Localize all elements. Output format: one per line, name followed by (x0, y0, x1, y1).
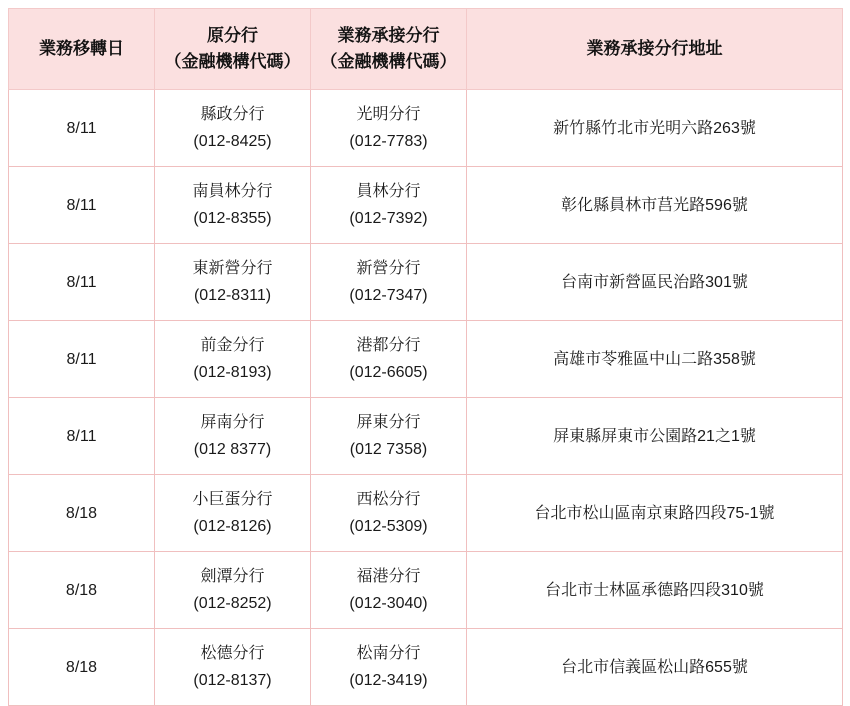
receiving-branch-code: (012-7392) (349, 210, 428, 227)
receiving-branch-code: (012-6605) (349, 364, 428, 381)
cell-receiving-branch (311, 321, 467, 398)
cell-receiving-branch (311, 552, 467, 629)
original-branch-name: 松德分行 (200, 645, 265, 662)
original-branch-name: 南員林分行 (192, 183, 273, 200)
column-header-original-branch-line1: 原分行 (207, 26, 258, 45)
cell-original-branch (155, 629, 311, 706)
original-branch-name: 劍潭分行 (200, 568, 265, 585)
table-row (9, 167, 843, 244)
original-branch-name: 縣政分行 (200, 106, 265, 123)
cell-original-branch (155, 244, 311, 321)
table-body (9, 90, 843, 706)
cell-transfer-date: 8/11 (9, 321, 155, 398)
receiving-branch-code: (012-7783) (349, 133, 428, 150)
original-branch-code: (012 8377) (193, 441, 272, 458)
cell-transfer-date: 8/18 (9, 475, 155, 552)
column-header-transfer-date (9, 9, 155, 90)
table-header (9, 9, 843, 90)
cell-original-branch (155, 475, 311, 552)
cell-original-branch (155, 167, 311, 244)
table-row (9, 629, 843, 706)
column-header-original-branch-line2: （金融機構代碼） (164, 52, 301, 71)
receiving-branch-name: 西松分行 (356, 491, 421, 508)
receiving-branch-name: 屏東分行 (356, 414, 421, 431)
cell-receiving-branch (311, 398, 467, 475)
receiving-branch-name: 新營分行 (356, 260, 421, 277)
cell-original-branch (155, 398, 311, 475)
receiving-branch-code: (012-3040) (349, 595, 428, 612)
cell-receiving-branch (311, 629, 467, 706)
receiving-branch-code: (012-3419) (349, 672, 428, 689)
receiving-branch-name: 福港分行 (356, 568, 421, 585)
table-header-row (9, 9, 843, 90)
cell-original-branch (155, 552, 311, 629)
original-branch-code: (012-8137) (193, 672, 272, 689)
cell-original-branch (155, 321, 311, 398)
cell-receiving-branch-address: 台北市士林區承德路四段310號 (467, 552, 843, 629)
cell-transfer-date: 8/18 (9, 552, 155, 629)
cell-receiving-branch-address: 台北市松山區南京東路四段75-1號 (467, 475, 843, 552)
cell-receiving-branch-address: 高雄市苓雅區中山二路358號 (467, 321, 843, 398)
cell-receiving-branch (311, 244, 467, 321)
column-header-receiving-branch-address (467, 9, 843, 90)
receiving-branch-name: 港都分行 (356, 337, 421, 354)
cell-receiving-branch (311, 167, 467, 244)
cell-receiving-branch-address: 台北市信義區松山路655號 (467, 629, 843, 706)
cell-transfer-date: 8/11 (9, 244, 155, 321)
cell-transfer-date: 8/11 (9, 167, 155, 244)
receiving-branch-name: 松南分行 (356, 645, 421, 662)
cell-transfer-date: 8/11 (9, 90, 155, 167)
receiving-branch-code: (012-5309) (349, 518, 428, 535)
receiving-branch-name: 員林分行 (356, 183, 421, 200)
cell-receiving-branch (311, 475, 467, 552)
cell-transfer-date: 8/11 (9, 398, 155, 475)
cell-receiving-branch (311, 90, 467, 167)
original-branch-code: (012-8355) (193, 210, 272, 227)
cell-receiving-branch-address: 台南市新營區民治路301號 (467, 244, 843, 321)
table-row (9, 552, 843, 629)
column-header-receiving-branch (311, 9, 467, 90)
table-row (9, 321, 843, 398)
cell-original-branch (155, 90, 311, 167)
cell-transfer-date: 8/18 (9, 629, 155, 706)
original-branch-name: 小巨蛋分行 (192, 491, 273, 508)
column-header-receiving-branch-line2: （金融機構代碼） (320, 52, 457, 71)
original-branch-code: (012-8311) (193, 287, 272, 304)
receiving-branch-name: 光明分行 (356, 106, 421, 123)
column-header-transfer-date-line1: 業務移轉日 (39, 39, 124, 58)
original-branch-name: 前金分行 (200, 337, 265, 354)
receiving-branch-code: (012-7347) (349, 287, 428, 304)
branch-transfer-table (8, 8, 843, 706)
column-header-receiving-branch-line1: 業務承接分行 (337, 26, 440, 45)
original-branch-code: (012-8252) (193, 595, 272, 612)
table-row (9, 90, 843, 167)
cell-receiving-branch-address: 新竹縣竹北市光明六路263號 (467, 90, 843, 167)
table-row (9, 475, 843, 552)
receiving-branch-code: (012 7358) (349, 441, 428, 458)
original-branch-code: (012-8425) (193, 133, 272, 150)
column-header-original-branch (155, 9, 311, 90)
original-branch-name: 東新營分行 (192, 260, 273, 277)
original-branch-code: (012-8126) (193, 518, 272, 535)
table-row (9, 398, 843, 475)
cell-receiving-branch-address: 彰化縣員林市莒光路596號 (467, 167, 843, 244)
table-row (9, 244, 843, 321)
column-header-receiving-branch-address-line1: 業務承接分行地址 (586, 39, 723, 58)
cell-receiving-branch-address: 屏東縣屏東市公園路21之1號 (467, 398, 843, 475)
original-branch-name: 屏南分行 (200, 414, 265, 431)
original-branch-code: (012-8193) (193, 364, 272, 381)
